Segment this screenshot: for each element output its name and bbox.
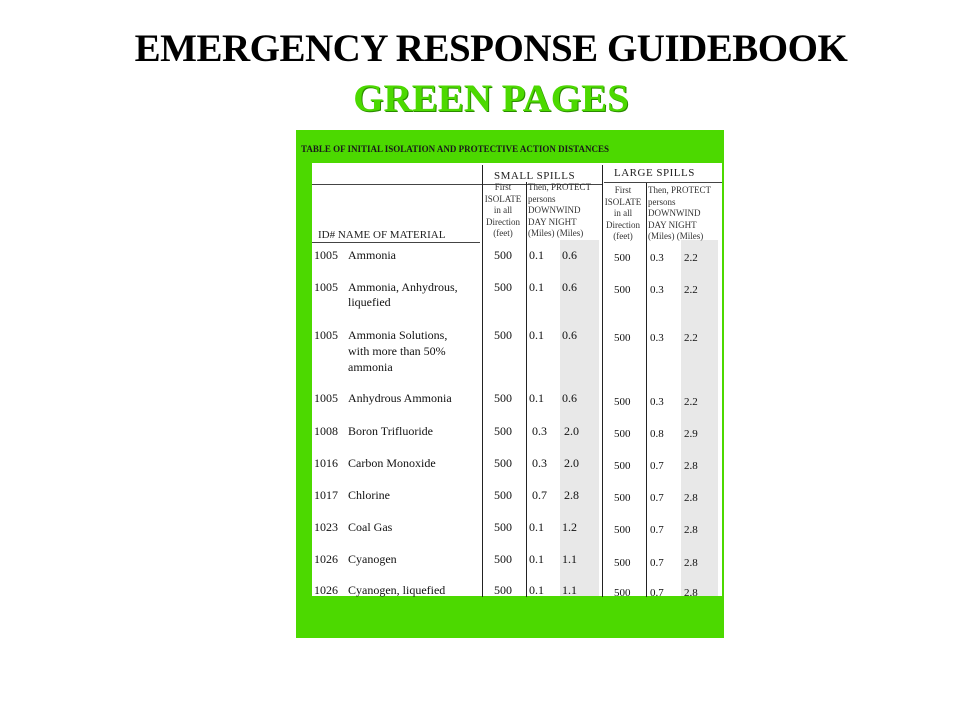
row-id: 1023 <box>314 520 338 534</box>
row-id: 1008 <box>314 424 338 438</box>
header-rule-bottom <box>312 242 480 243</box>
row-small-day: 0.1 <box>529 280 544 294</box>
row-small-night: 0.6 <box>562 248 577 262</box>
row-large-isolate: 500 <box>614 396 631 408</box>
row-small-isolate: 500 <box>494 424 512 438</box>
row-name: Chlorine <box>348 488 390 502</box>
col-separator-1 <box>482 165 483 597</box>
row-name: Ammonia Solutions, <box>348 328 448 342</box>
row-large-night: 2.2 <box>684 396 698 408</box>
row-large-night: 2.2 <box>684 332 698 344</box>
small-protect-header: Then, PROTECT persons DOWNWIND DAY NIGHT (Miles) (Miles) <box>528 182 591 238</box>
row-large-night: 2.8 <box>684 587 698 599</box>
row-large-isolate: 500 <box>614 252 631 264</box>
row-large-day: 0.3 <box>650 332 664 344</box>
row-large-isolate: 500 <box>614 284 631 296</box>
row-id: 1005 <box>314 248 338 262</box>
row-large-night: 2.2 <box>684 252 698 264</box>
row-small-night: 1.1 <box>562 552 577 566</box>
header-rule-large <box>604 182 722 183</box>
row-large-isolate: 500 <box>614 557 631 569</box>
row-large-day: 0.3 <box>650 396 664 408</box>
row-large-isolate: 500 <box>614 587 631 599</box>
row-id: 1016 <box>314 456 338 470</box>
row-name: Cyanogen, liquefied <box>348 583 446 597</box>
row-large-isolate: 500 <box>614 460 631 472</box>
row-small-isolate: 500 <box>494 583 512 597</box>
row-large-isolate: 500 <box>614 492 631 504</box>
row-small-isolate: 500 <box>494 552 512 566</box>
row-large-night: 2.8 <box>684 492 698 504</box>
small-isolate-header: First ISOLATE in all Direction (feet) <box>484 182 522 238</box>
row-name: Anhydrous Ammonia <box>348 391 452 405</box>
row-large-night: 2.8 <box>684 460 698 472</box>
row-large-isolate: 500 <box>614 428 631 440</box>
row-large-isolate: 500 <box>614 524 631 536</box>
col-separator-3 <box>602 165 603 597</box>
row-small-day: 0.1 <box>529 520 544 534</box>
row-small-night: 1.2 <box>562 520 577 534</box>
table-caption: TABLE OF INITIAL ISOLATION AND PROTECTIVE ACTION DISTANCES <box>301 144 609 154</box>
page-title: EMERGENCY RESPONSE GUIDEBOOK <box>134 27 848 70</box>
row-small-night: 2.0 <box>564 424 579 438</box>
row-small-night: 0.6 <box>562 391 577 405</box>
row-large-day: 0.3 <box>650 252 664 264</box>
row-name: Ammonia, Anhydrous, <box>348 280 458 294</box>
row-small-isolate: 500 <box>494 248 512 262</box>
row-large-day: 0.7 <box>650 460 664 472</box>
id-material-header: ID# NAME OF MATERIAL <box>318 229 446 241</box>
row-large-night: 2.9 <box>684 428 698 440</box>
row-large-night: 2.8 <box>684 524 698 536</box>
row-large-night: 2.2 <box>684 284 698 296</box>
row-name-line2: liquefied <box>348 295 391 309</box>
row-id: 1026 <box>314 583 338 597</box>
page-subtitle: GREEN PAGES <box>353 77 629 120</box>
large-isolate-header: First ISOLATE in all Direction (feet) <box>604 185 642 241</box>
row-name: Ammonia <box>348 248 396 262</box>
row-id: 1005 <box>314 328 338 342</box>
row-small-night: 1.1 <box>562 583 577 597</box>
row-small-day: 0.1 <box>529 391 544 405</box>
row-name: Coal Gas <box>348 520 393 534</box>
row-large-day: 0.3 <box>650 284 664 296</box>
row-small-day: 0.7 <box>532 488 547 502</box>
row-name: Cyanogen <box>348 552 397 566</box>
row-small-isolate: 500 <box>494 520 512 534</box>
row-name: Carbon Monoxide <box>348 456 436 470</box>
row-small-day: 0.1 <box>529 583 544 597</box>
row-name-line2: with more than 50% <box>348 344 446 358</box>
large-spills-label: LARGE SPILLS <box>614 167 695 179</box>
row-large-day: 0.7 <box>650 557 664 569</box>
row-small-night: 2.0 <box>564 456 579 470</box>
col-separator-2 <box>526 182 527 597</box>
row-large-isolate: 500 <box>614 332 631 344</box>
row-small-day: 0.1 <box>529 552 544 566</box>
row-large-day: 0.7 <box>650 587 664 599</box>
row-small-isolate: 500 <box>494 391 512 405</box>
row-small-night: 0.6 <box>562 328 577 342</box>
row-id: 1017 <box>314 488 338 502</box>
row-small-isolate: 500 <box>494 456 512 470</box>
row-small-isolate: 500 <box>494 488 512 502</box>
row-small-day: 0.3 <box>532 424 547 438</box>
row-large-night: 2.8 <box>684 557 698 569</box>
row-small-day: 0.1 <box>529 328 544 342</box>
row-large-day: 0.7 <box>650 524 664 536</box>
row-name-line3: ammonia <box>348 360 393 374</box>
small-spills-label: SMALL SPILLS <box>494 170 576 182</box>
row-id: 1005 <box>314 280 338 294</box>
row-small-night: 0.6 <box>562 280 577 294</box>
row-id: 1005 <box>314 391 338 405</box>
row-small-day: 0.3 <box>532 456 547 470</box>
row-large-day: 0.7 <box>650 492 664 504</box>
row-small-isolate: 500 <box>494 280 512 294</box>
row-small-isolate: 500 <box>494 328 512 342</box>
row-large-day: 0.8 <box>650 428 664 440</box>
row-id: 1026 <box>314 552 338 566</box>
large-protect-header: Then, PROTECT persons DOWNWIND DAY NIGHT (Miles) (Miles) <box>648 185 711 241</box>
row-small-day: 0.1 <box>529 248 544 262</box>
row-name: Boron Trifluoride <box>348 424 434 438</box>
col-separator-4 <box>646 183 647 597</box>
row-small-night: 2.8 <box>564 488 579 502</box>
